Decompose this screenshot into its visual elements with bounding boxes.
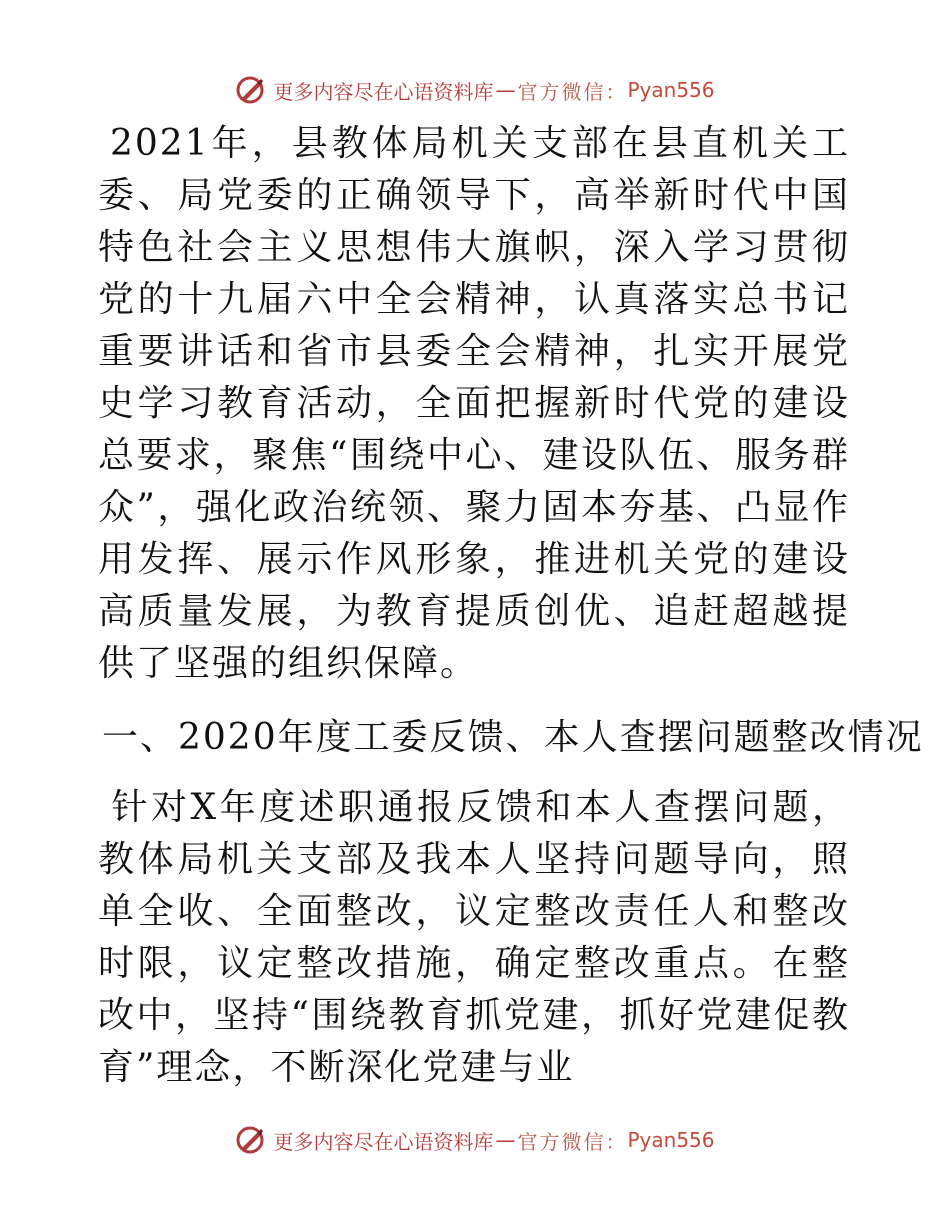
watermark-text: 更多内容尽在心语资料库 — [273, 1129, 494, 1154]
quill-pen-circle-icon — [235, 1125, 265, 1155]
watermark-text: 更多内容尽在心语资料库 — [273, 79, 494, 104]
paragraph-2 — [98, 782, 850, 1094]
watermark-wechat-label: 官方微信： — [517, 79, 628, 104]
watermark-footer — [0, 1120, 950, 1160]
paragraph-2-text: 针对X年度述职通报反馈和本人查摆问题，教体局机关支部及我本人坚持问题导向，照单全收、全面整改，议定整改责任人和整改时限，议定整改措施，确定整改重点。在整改中，坚持“围绕教育抓党建，抓好党建促教育”理念，不断深化党建与业 — [98, 787, 850, 1088]
section-heading-1-text: 一、2020年度工委反馈、本人查摆问题整改情况 — [102, 717, 924, 758]
section-heading-1 — [98, 712, 924, 764]
document-body — [98, 118, 924, 1094]
paragraph-1-text: 2021年，县教体局机关支部在县直机关工委、局党委的正确领导下，高举新时代中国特色社会主义思想伟大旗帜，深入学习贯彻党的十九届六中全会精神，认真落实总书记重要讲话和省市县委全会精神，扎实开展党史学习教育活动，全面把握新时代党的建设总要求，聚焦“围绕中心、建设队伍、服务群众”，强化政治统领、聚力固本夯基、凸显作用发挥、展示作风形象，推进机关党的建设高质量发展，为教育提质创优、追赶超越提供了坚强的组织保障。 — [98, 123, 850, 684]
watermark-dash: — — [495, 78, 516, 102]
paragraph-1 — [98, 118, 850, 690]
watermark-wechat-id: Pyan556 — [627, 1128, 715, 1152]
watermark-wechat-id: Pyan556 — [627, 78, 715, 102]
watermark-dash: — — [495, 1128, 516, 1152]
quill-pen-circle-icon — [235, 75, 265, 105]
watermark-header — [0, 70, 950, 110]
watermark-wechat-label: 官方微信： — [517, 1129, 628, 1154]
